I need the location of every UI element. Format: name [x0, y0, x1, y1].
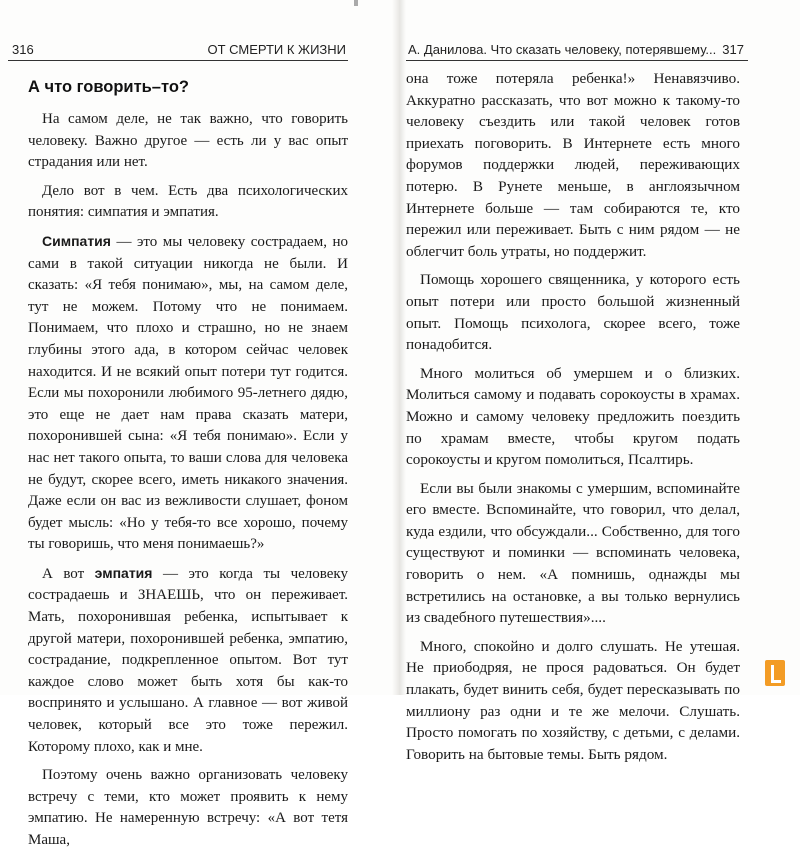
paragraph-text: — это мы человеку сострадаем, но сами в такой ситуации никогда не были. И сказать: «Я тебя понимаю», мы, на самом деле, тут не можем. Потому что не понимаем. Понимаем, что плохо и страшно, но не знаем глубины этого ада, в котором сейчас человек находится. И не всякий опыт потери тут годится. Если мы похоронили любимого 95-летнего дядю, это еще не дает нам права сказать матери, похоронившей сына: «Я тебя понимаю». Если у нас нет такого опыта, то ваши слова для человека не будут, скорее всего, иметь никакого значения. Даже если он вас из вежливости слушает, фоном будет мысль: «Но у тебя-то все хорошо, почему ты говоришь, что меня понимаешь?»: [28, 233, 348, 553]
right-page-content: [406, 68, 740, 772]
paragraph: Поэтому очень важно организовать человеку встречу с теми, кто может проявить к нему эмпатию. Не намеренную встречу: «А вот тетя Маша,: [28, 767, 348, 848]
left-page-content: [28, 78, 348, 859]
paragraph: Если вы были знакомы с умершим, вспоминайте его вместе. Вспоминайте, что говорил, что делал, куда ездили, что обсуждали... Собственно, для того существуют и поминки — вспоминать человека, говорить о нем. «А помнишь, однажды мы встретились на остановке, а вы только вернулись из свадебного путешествия»....: [406, 479, 740, 627]
term-empathy: эмпатия: [94, 564, 153, 581]
paragraph-text: — это когда ты человеку сострадаешь и ЗНАЕШЬ, что он переживает. Мать, похоронившая ребенка, испытывает к другой матери, похоронившей ребенка, эмпатию, сострадание, подкрепленное опытом. Вот тут каждое слово может быть хотя бы как-то воспринято и услышано. А главное — вот живой человек, который все это тоже пережил. Которому плохо, как и мне.: [28, 565, 348, 755]
page-number: 317: [722, 42, 744, 57]
right-running-head: [406, 40, 748, 61]
paragraph: Много молиться об умершем и о близких. Молиться самому и подавать сорокоусты в храмах. Можно и самому человеку предложить поездить по храмам вместе, чтобы кругом подать сорокоусты и кругом помолиться, Псалтирь.: [406, 364, 740, 469]
running-title: А. Данилова. Что сказать человеку, потерявшему...: [408, 42, 717, 57]
book-gutter: [392, 0, 406, 695]
right-page: [406, 0, 800, 763]
paragraph: Помощь хорошего священника, у которого есть опыт потери или просто большой жизненный опыт. Помощь психолога, скорее всего, тоже понадобится.: [406, 271, 740, 354]
paragraph: она тоже потеряла ребенка!» Ненавязчиво. Аккуратно рассказать, что вот можно к такому-то человеку съездить или такой человек готов приехать поговорить. В Интернете есть много форумов поддержки людей, переживающих потерю. В Рунете меньше, в англоязычном Интернете больше — там собираются те, кто пережил или переживает. Быть с ним рядом — не облегчит боль утраты, но поддержит.: [406, 70, 740, 260]
paragraph-prefix: А вот: [42, 565, 95, 582]
page-number: 316: [12, 42, 34, 57]
left-page: [0, 0, 392, 848]
paragraph: [28, 231, 348, 556]
paragraph: На самом деле, не так важно, что говорить человеку. Важно другое — есть ли у вас опыт страдания или нет.: [28, 111, 348, 171]
paragraph: [28, 563, 348, 758]
paragraph: Дело вот в чем. Есть два психологических понятия: симпатия и эмпатия.: [28, 182, 348, 221]
publisher-logo-icon: [765, 660, 785, 686]
left-running-head: [8, 40, 348, 61]
section-heading: А что говорить–то?: [28, 78, 189, 96]
running-title: ОТ СМЕРТИ К ЖИЗНИ: [207, 42, 346, 57]
term-sympathy: Симпатия: [42, 232, 111, 249]
paragraph: Много, спокойно и долго слушать. Не утешая. Не приободряя, не прося радоваться. Он будет плакать, будет винить себя, будет пересказывать по миллиону раз одни и те же мелочи. Слушать. Просто помогать по хозяйству, с детьми, с делами. Говорить на бытовые темы. Быть рядом.: [406, 637, 740, 763]
